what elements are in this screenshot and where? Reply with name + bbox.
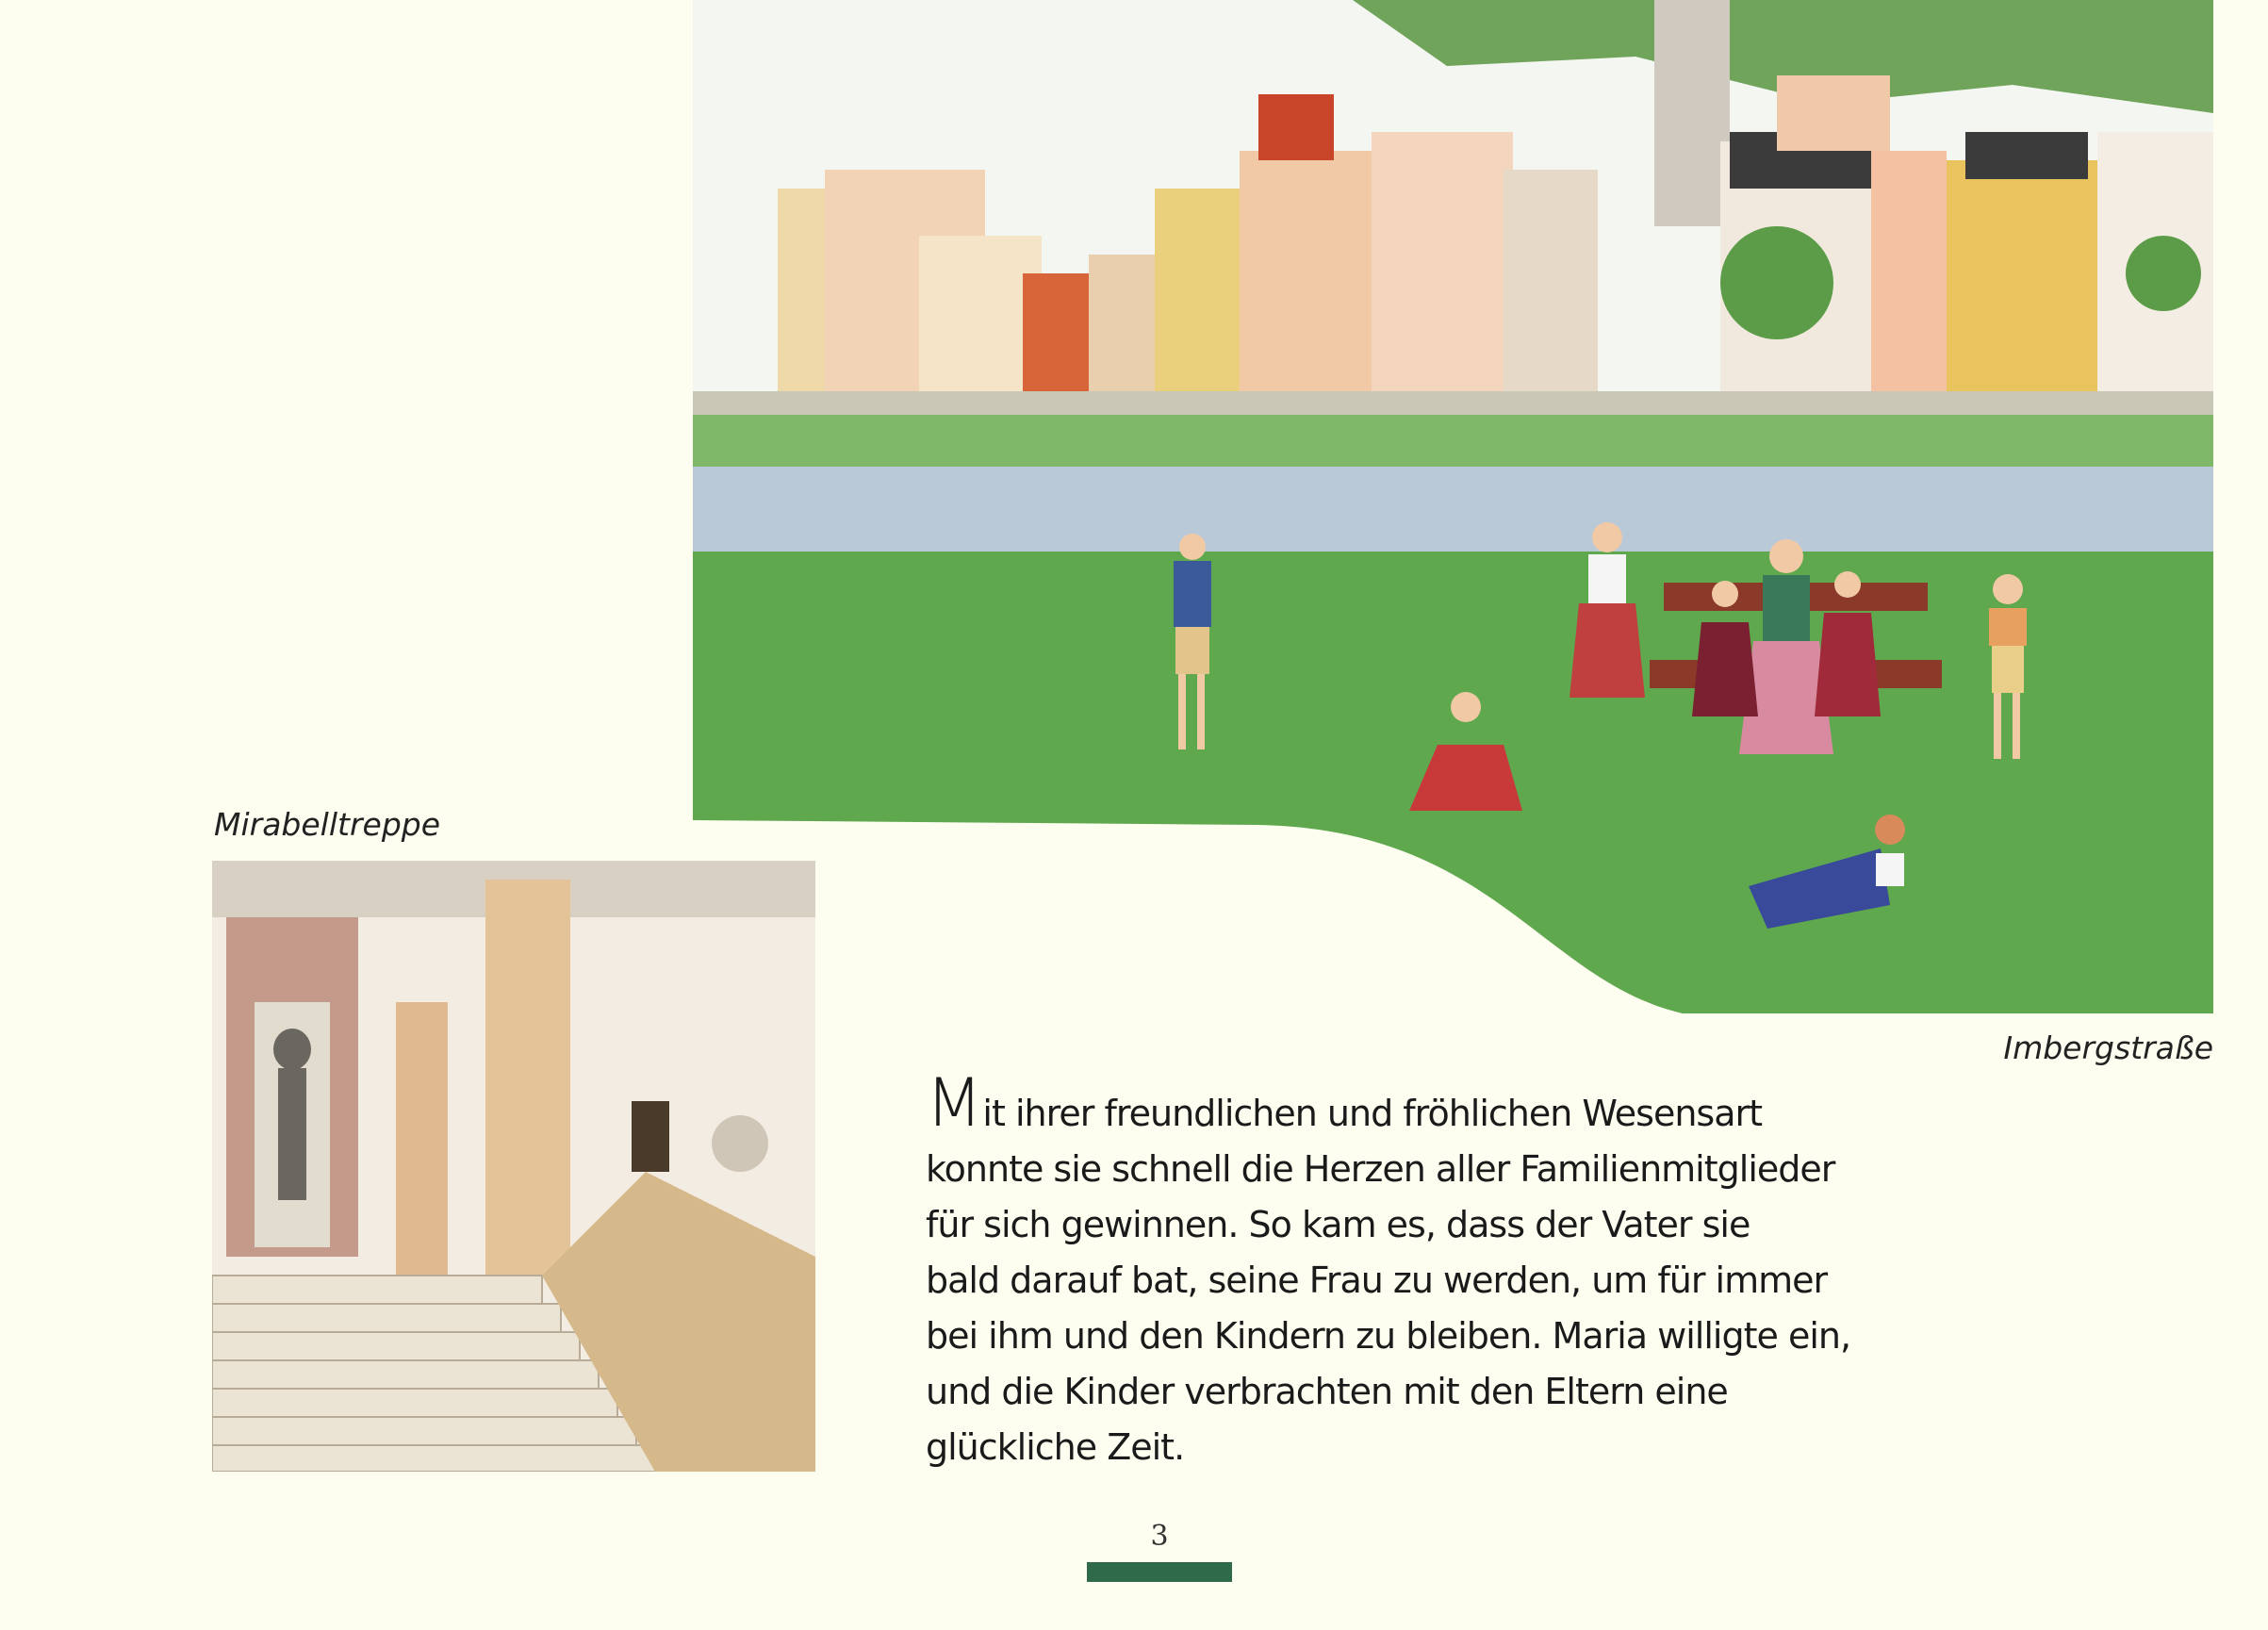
drop-cap: M: [926, 1064, 983, 1142]
imbergstrasse-illustration: [693, 0, 2213, 1018]
text-line-content: it ihrer freundlichen und fröhlichen Wesensart: [982, 1093, 1763, 1134]
stairs-caption: Mirabelltreppe: [214, 806, 441, 843]
page-number: 3: [1150, 1520, 1169, 1553]
text-line: und die Kinder verbrachten mit den Eltern eine: [926, 1371, 1728, 1412]
text-line: bald darauf bat, seine Frau zu werden, um für immer: [926, 1260, 1828, 1301]
scene-caption: Imbergstraße: [2003, 1029, 2213, 1066]
text-line: [926, 1064, 2076, 1142]
page-number-bar: [1087, 1562, 1232, 1582]
text-line: konnte sie schnell die Herzen aller Familienmitglieder: [926, 1148, 1835, 1190]
river: [693, 467, 2213, 552]
text-line: glückliche Zeit.: [926, 1426, 1185, 1468]
mirabelltreppe-illustration: [212, 861, 815, 1472]
text-line: für sich gewinnen. So kam es, dass der Vater sie: [926, 1204, 1750, 1245]
text-line: bei ihm und den Kindern zu bleiben. Maria willigte ein,: [926, 1315, 1851, 1357]
story-paragraph: [926, 1064, 2076, 1475]
